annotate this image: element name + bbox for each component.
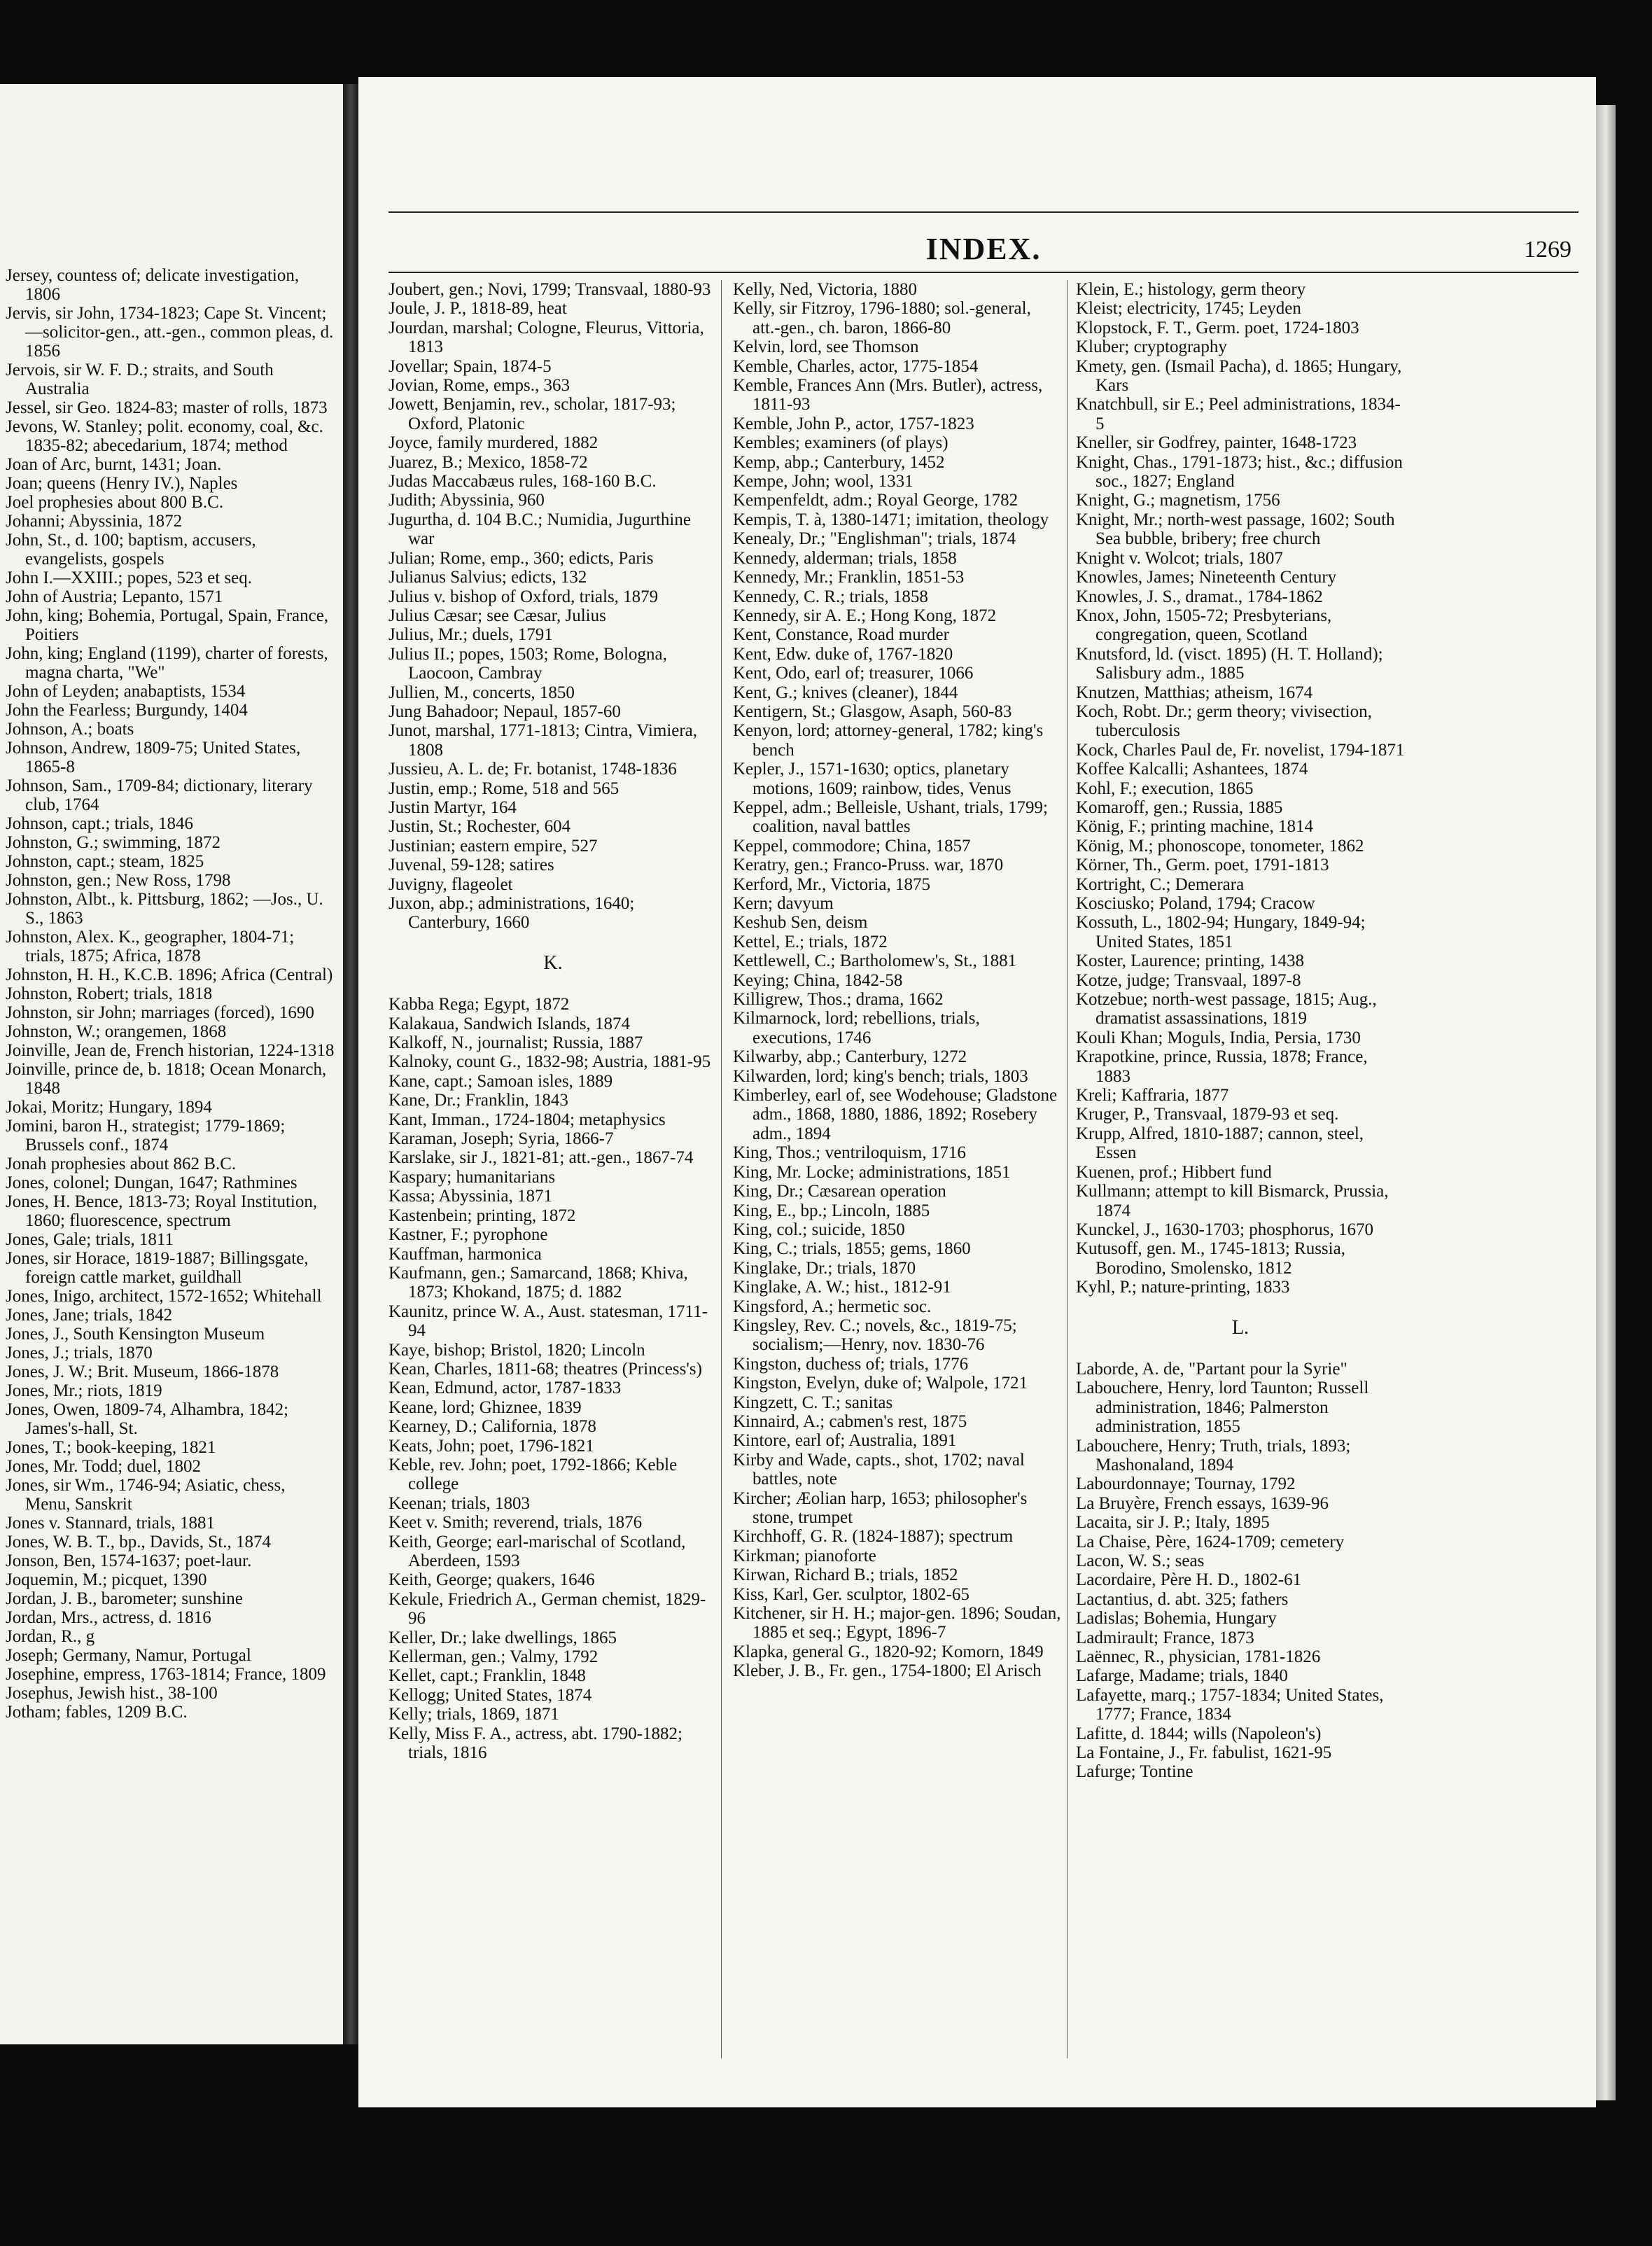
index-entry: Kaunitz, prince W. A., Aust. statesman, 1711-94	[388, 1302, 708, 1341]
index-column-2	[733, 280, 1062, 1681]
facing-index-entry: Joquemin, M.; picquet, 1390	[6, 1570, 207, 1589]
column-divider	[721, 280, 722, 2058]
index-entry: Joubert, gen.; Novi, 1799; Transvaal, 1880-93	[388, 280, 711, 299]
facing-index-entry: Joseph; Germany, Namur, Portugal	[6, 1646, 251, 1665]
index-entry: Knutzen, Matthias; atheism, 1674	[1076, 683, 1313, 702]
index-entry: Koffee Kalcalli; Ashantees, 1874	[1076, 760, 1308, 779]
index-entry: König, M.; phonoscope, tonometer, 1862	[1076, 836, 1364, 856]
facing-index-entry: Johnson, capt.; trials, 1846	[6, 814, 194, 833]
index-entry: Kiss, Karl, Ger. sculptor, 1802-65	[733, 1584, 969, 1604]
index-entry: Koch, Robt. Dr.; germ theory; vivisection, tuberculosis	[1076, 702, 1372, 741]
index-entry: Kelly; trials, 1869, 1871	[388, 1705, 559, 1724]
facing-index-entry: Jones, Mr. Todd; duel, 1802	[6, 1457, 202, 1476]
index-entry: Kirkman; pianoforte	[733, 1546, 876, 1565]
index-entry: Juarez, B.; Mexico, 1858-72	[388, 452, 588, 472]
index-entry: Laënnec, R., physician, 1781-1826	[1076, 1647, 1321, 1667]
index-entry: Kembles; examiners (of plays)	[733, 433, 948, 453]
index-entry: Kane, capt.; Samoan isles, 1889	[388, 1071, 613, 1091]
facing-index-entry: Johnston, Alex. K., geographer, 1804-71; trials, 1875; Africa, 1878	[6, 928, 295, 965]
index-entry: Keet v. Smith; reverend, trials, 1876	[388, 1513, 643, 1533]
index-entry: Krapotkine, prince, Russia, 1878; France, 1883	[1076, 1047, 1368, 1086]
facing-index-entry: Joinville, prince de, b. 1818; Ocean Monarch, 1848	[6, 1060, 327, 1098]
index-entry: Julius II.; popes, 1503; Rome, Bologna, Laocoon, Cambray	[388, 644, 667, 683]
index-entry: Kern; davyum	[733, 894, 834, 913]
facing-index-entry: Jonson, Ben, 1574-1637; poet-laur.	[6, 1551, 252, 1570]
facing-index-entry: Josephus, Jewish hist., 38-100	[6, 1684, 218, 1703]
index-entry: La Fontaine, J., Fr. fabulist, 1621-95	[1076, 1743, 1332, 1763]
index-entry: Kircher; Æolian harp, 1653; philosopher's stone, trumpet	[733, 1488, 1028, 1527]
index-entry: Lafitte, d. 1844; wills (Napoleon's)	[1076, 1724, 1322, 1743]
index-entry: Kepler, J., 1571-1630; optics, planetary motions, 1609; rainbow, tides, Venus	[733, 760, 1011, 798]
index-entry: Koster, Laurence; printing, 1438	[1076, 951, 1304, 971]
index-entry: Juvigny, flageolet	[388, 874, 513, 894]
facing-index-entry: Jones, H. Bence, 1813-73; Royal Institution, 1860; fluorescence, spectrum	[6, 1192, 318, 1230]
facing-index-entry: Jones, sir Wm., 1746-94; Asiatic, chess, Menu, Sanskrit	[6, 1476, 286, 1514]
facing-index-entry: Jessel, sir Geo. 1824-83; master of rolls, 1873	[6, 398, 328, 417]
index-entry: Kean, Edmund, actor, 1787-1833	[388, 1379, 622, 1398]
index-entry: Kilwarden, lord; king's bench; trials, 1803	[733, 1066, 1028, 1086]
index-entry: Kean, Charles, 1811-68; theatres (Princess's)	[388, 1359, 702, 1379]
index-entry: Kirwan, Richard B.; trials, 1852	[733, 1565, 958, 1585]
index-entry: Kotze, judge; Transvaal, 1897-8	[1076, 970, 1301, 990]
facing-index-entry: John, St., d. 100; baptism, accusers, evangelists, gospels	[6, 531, 256, 569]
facing-index-entry: Jones, T.; book-keeping, 1821	[6, 1438, 216, 1457]
facing-index-entry: Jones v. Stannard, trials, 1881	[6, 1514, 216, 1533]
index-entry: Kunckel, J., 1630-1703; phosphorus, 1670	[1076, 1220, 1373, 1239]
top-rule	[388, 211, 1578, 213]
index-entry: Krupp, Alfred, 1810-1887; cannon, steel, Essen	[1076, 1124, 1364, 1163]
index-entry: Lacaita, sir J. P.; Italy, 1895	[1076, 1513, 1270, 1533]
index-entry: Lacordaire, Père H. D., 1802-61	[1076, 1570, 1302, 1590]
index-entry: King, Thos.; ventriloquism, 1716	[733, 1143, 966, 1163]
column-divider	[1067, 280, 1068, 2058]
index-entry: Kennedy, Mr.; Franklin, 1851-53	[733, 568, 965, 587]
facing-index-entry: Jones, Gale; trials, 1811	[6, 1230, 174, 1249]
facing-index-entry: Jones, Jane; trials, 1842	[6, 1306, 173, 1325]
facing-index-entry: Jones, W. B. T., bp., Davids, St., 1874	[6, 1533, 271, 1551]
facing-index-entry: Jersey, countess of; delicate investigation, 1806	[6, 266, 300, 304]
page-title: INDEX.	[925, 232, 1042, 266]
index-entry: Knutsford, ld. (visct. 1895) (H. T. Holland); Salisbury adm., 1885	[1076, 644, 1383, 683]
index-entry: Kyhl, P.; nature-printing, 1833	[1076, 1278, 1290, 1297]
index-entry: Kelly, Ned, Victoria, 1880	[733, 280, 918, 299]
index-entry: Kennedy, alderman; trials, 1858	[733, 548, 957, 568]
index-entry: Lafarge, Madame; trials, 1840	[1076, 1666, 1288, 1686]
index-entry: Kmety, gen. (Ismail Pacha), d. 1865; Hungary, Kars	[1076, 356, 1402, 396]
index-entry: King, E., bp.; Lincoln, 1885	[733, 1201, 930, 1220]
index-entry: Kingston, Evelyn, duke of; Walpole, 1721	[733, 1374, 1028, 1393]
facing-index-entry: Jones, J., South Kensington Museum	[6, 1325, 265, 1344]
index-entry: Keith, George; earl-marischal of Scotland, Aberdeen, 1593	[388, 1532, 686, 1570]
index-entry: Kaspary; humanitarians	[388, 1167, 556, 1187]
index-entry: Kohl, F.; execution, 1865	[1076, 779, 1254, 798]
index-entry: Lafayette, marq.; 1757-1834; United States, 1777; France, 1834	[1076, 1685, 1384, 1724]
index-entry: Kruger, P., Transvaal, 1879-93 et seq.	[1076, 1105, 1339, 1124]
index-entry: Kassa; Abyssinia, 1871	[388, 1187, 553, 1206]
index-entry: Jugurtha, d. 104 B.C.; Numidia, Jugurthine war	[388, 510, 691, 549]
facing-index-entry: Jones, J. W.; Brit. Museum, 1866-1878	[6, 1362, 279, 1381]
index-entry: Julius Cæsar; see Cæsar, Julius	[388, 606, 606, 625]
index-entry: Kleist; electricity, 1745; Leyden	[1076, 299, 1301, 319]
index-entry: Kellogg; United States, 1874	[388, 1685, 592, 1705]
facing-index-entry: John, king; England (1199), charter of forests, magna charta, "We"	[6, 644, 328, 682]
index-entry: Kingsford, A.; hermetic soc.	[733, 1297, 932, 1316]
index-entry: Labouchere, Henry, lord Taunton; Russell administration, 1846; Palmerston administration, 1855	[1076, 1379, 1369, 1437]
index-entry: Labouchere, Henry; Truth, trials, 1893; Mashonaland, 1894	[1076, 1436, 1351, 1474]
index-entry: Jovellar; Spain, 1874-5	[388, 356, 552, 376]
index-entry: Kauffman, harmonica	[388, 1244, 542, 1264]
index-entry: Kant, Imman., 1724-1804; metaphysics	[388, 1110, 666, 1129]
facing-index-entry: John of Austria; Lepanto, 1571	[6, 587, 223, 606]
index-column-1	[388, 280, 718, 1762]
index-entry: Kemble, Frances Ann (Mrs. Butler), actress, 1811-93	[733, 376, 1043, 414]
index-entry: Lafurge; Tontine	[1076, 1762, 1194, 1782]
index-entry: Kabba Rega; Egypt, 1872	[388, 995, 570, 1014]
running-head	[388, 231, 1578, 266]
index-entry: Knowles, J. S., dramat., 1784-1862	[1076, 587, 1323, 606]
index-entry: Kingsley, Rev. C.; novels, &c., 1819-75; socialism;—Henry, nov. 1830-76	[733, 1316, 1017, 1355]
index-entry: Kinglake, A. W.; hist., 1812-91	[733, 1278, 951, 1297]
index-entry: Keenan; trials, 1803	[388, 1493, 531, 1513]
index-entry: Jowett, Benjamin, rev., scholar, 1817-93; Oxford, Platonic	[388, 395, 676, 433]
facing-page	[0, 84, 343, 2044]
index-entry: Kempenfeldt, adm.; Royal George, 1782	[733, 491, 1018, 510]
index-entry: Joyce, family murdered, 1882	[388, 433, 598, 453]
index-entry: Ladislas; Bohemia, Hungary	[1076, 1609, 1277, 1628]
index-entry: Kitchener, sir H. H.; major-gen. 1896; Soudan, 1885 et seq.; Egypt, 1896-7	[733, 1604, 1061, 1642]
index-entry: Kenyon, lord; attorney-general, 1782; king's bench	[733, 721, 1044, 760]
facing-index-entry: Joel prophesies about 800 B.C.	[6, 493, 224, 512]
header-rule	[388, 272, 1578, 273]
index-entry: Ladmirault; France, 1873	[1076, 1628, 1254, 1647]
index-entry: Kintore, earl of; Australia, 1891	[733, 1431, 957, 1451]
index-entry: Keane, lord; Ghiznee, 1839	[388, 1397, 582, 1417]
index-entry: Justin, St.; Rochester, 604	[388, 817, 571, 837]
index-entry: Justinian; eastern empire, 527	[388, 836, 598, 856]
facing-index-entry: Jordan, Mrs., actress, d. 1816	[6, 1608, 211, 1627]
facing-index-entry: Jones, sir Horace, 1819-1887; Billingsgate, foreign cattle market, guildhall	[6, 1249, 309, 1287]
index-entry: Kellerman, gen.; Valmy, 1792	[388, 1647, 598, 1667]
facing-index-entry: John of Leyden; anabaptists, 1534	[6, 682, 246, 701]
facing-index-entry: Jordan, R., g	[6, 1627, 95, 1646]
facing-index-entry: Jones, colonel; Dungan, 1647; Rathmines	[6, 1173, 298, 1192]
index-entry: Knight v. Wolcot; trials, 1807	[1076, 548, 1283, 568]
facing-index-entry: Johnson, Sam., 1709-84; dictionary, literary club, 1764	[6, 776, 313, 814]
index-entry: Kluber; cryptography	[1076, 337, 1227, 357]
index-entry: Kirby and Wade, capts., shot, 1702; naval battles, note	[733, 1450, 1025, 1489]
index-entry: Kalkoff, N., journalist; Russia, 1887	[388, 1033, 643, 1053]
facing-index-entry: Jervis, sir John, 1734-1823; Cape St. Vincent;—solicitor-gen., att.-gen., common pleas, d. 1856	[6, 304, 334, 361]
facing-index-entry: Jones, Owen, 1809-74, Alhambra, 1842; James's-hall, St.	[6, 1400, 289, 1438]
index-entry: Kilmarnock, lord; rebellions, trials, executions, 1746	[733, 1009, 980, 1047]
facing-index-entry: Jervois, sir W. F. D.; straits, and South Australia	[6, 361, 274, 398]
facing-index-entry: Jones, Mr.; riots, 1819	[6, 1381, 162, 1400]
facing-index-entry: Johnston, H. H., K.C.B. 1896; Africa (Central)	[6, 965, 333, 984]
page-edges	[1596, 105, 1616, 2100]
index-entry: King, col.; suicide, 1850	[733, 1220, 905, 1239]
facing-index-entry: Johnston, W.; orangemen, 1868	[6, 1022, 227, 1041]
index-entry: Kaufmann, gen.; Samarcand, 1868; Khiva, 1873; Khokand, 1875; d. 1882	[388, 1263, 688, 1302]
index-entry: Kouli Khan; Moguls, India, Persia, 1730	[1076, 1028, 1361, 1047]
index-entry: Knatchbull, sir E.; Peel administrations, 1834-5	[1076, 395, 1401, 433]
index-entry: Kennedy, sir A. E.; Hong Kong, 1872	[733, 606, 997, 625]
book-gutter	[343, 84, 358, 2044]
index-entry: Jussieu, A. L. de; Fr. botanist, 1748-1836	[388, 760, 677, 779]
index-entry: Kleber, J. B., Fr. gen., 1754-1800; El Arisch	[733, 1661, 1042, 1681]
facing-index-entry: Johnston, sir John; marriages (forced), 1690	[6, 1003, 314, 1022]
index-entry: Kirchhoff, G. R. (1824-1887); spectrum	[733, 1527, 1014, 1547]
facing-index-entry: John the Fearless; Burgundy, 1404	[6, 701, 248, 720]
index-entry: Kemp, abp.; Canterbury, 1452	[733, 452, 945, 472]
index-entry: Kerford, Mr., Victoria, 1875	[733, 874, 931, 894]
index-entry: Jovian, Rome, emps., 363	[388, 376, 570, 396]
index-entry: König, F.; printing machine, 1814	[1076, 817, 1313, 837]
index-entry: Kastenbein; printing, 1872	[388, 1206, 576, 1225]
index-entry: Knight, Mr.; north-west passage, 1602; South Sea bubble, bribery; free church	[1076, 510, 1395, 549]
index-entry: King, Dr.; Cæsarean operation	[733, 1182, 946, 1201]
index-entry: Komaroff, gen.; Russia, 1885	[1076, 797, 1283, 817]
index-entry: Kent, Edw. duke of, 1767-1820	[733, 644, 953, 664]
index-entry: Kock, Charles Paul de, Fr. novelist, 1794-1871	[1076, 740, 1405, 760]
facing-index-entry: Johnson, A.; boats	[6, 720, 134, 739]
facing-index-entry: Jones, Inigo, architect, 1572-1652; Whitehall	[6, 1287, 322, 1306]
facing-index-entry: Johnston, Robert; trials, 1818	[6, 984, 213, 1003]
index-entry: Kortright, C.; Demerara	[1076, 874, 1245, 894]
index-entry: Kinnaird, A.; cabmen's rest, 1875	[733, 1411, 967, 1431]
index-entry: Knowles, James; Nineteenth Century	[1076, 568, 1337, 587]
facing-index-entry: Johnston, gen.; New Ross, 1798	[6, 871, 231, 890]
index-entry: Klapka, general G., 1820-92; Komorn, 1849	[733, 1642, 1044, 1661]
facing-index-entry: Jones, J.; trials, 1870	[6, 1344, 153, 1362]
index-entry: Keshub Sen, deism	[733, 913, 868, 933]
index-entry: King, C.; trials, 1855; gems, 1860	[733, 1239, 971, 1259]
index-entry: Killigrew, Thos.; drama, 1662	[733, 990, 944, 1010]
section-letter-heading: K.	[543, 951, 563, 974]
index-entry: Judas Maccabæus rules, 168-160 B.C.	[388, 472, 657, 491]
facing-page-column	[6, 266, 335, 1722]
index-entry: Juxon, abp.; administrations, 1640; Canterbury, 1660	[388, 894, 635, 933]
index-entry: Knight, G.; magnetism, 1756	[1076, 491, 1280, 510]
index-entry: Kemble, Charles, actor, 1775-1854	[733, 356, 979, 376]
index-entry: Keppel, adm.; Belleisle, Ushant, trials, 1799; coalition, naval battles	[733, 797, 1048, 837]
index-entry: Julianus Salvius; edicts, 132	[388, 568, 587, 587]
index-entry: Kossuth, L., 1802-94; Hungary, 1849-94; United States, 1851	[1076, 913, 1366, 951]
facing-index-entry: Josephine, empress, 1763-1814; France, 1809	[6, 1665, 326, 1684]
index-entry: Kempe, John; wool, 1331	[733, 472, 913, 491]
index-entry: La Chaise, Père, 1624-1709; cemetery	[1076, 1532, 1345, 1551]
index-entry: Kosciusko; Poland, 1794; Cracow	[1076, 894, 1315, 913]
facing-index-entry: Jordan, J. B., barometer; sunshine	[6, 1589, 243, 1608]
index-entry: Kentigern, St.; Glasgow, Asaph, 560-83	[733, 702, 1012, 721]
facing-index-entry: Joan of Arc, burnt, 1431; Joan.	[6, 455, 222, 474]
facing-index-entry: Johnston, G.; swimming, 1872	[6, 833, 220, 852]
index-entry: Kastner, F.; pyrophone	[388, 1225, 548, 1245]
index-entry: Kalakaua, Sandwich Islands, 1874	[388, 1014, 631, 1033]
index-entry: Keying; China, 1842-58	[733, 970, 903, 990]
index-entry: Jung Bahadoor; Nepaul, 1857-60	[388, 702, 621, 721]
index-entry: Junot, marshal, 1771-1813; Cintra, Vimiera, 1808	[388, 721, 698, 760]
facing-index-entry: Jotham; fables, 1209 B.C.	[6, 1703, 188, 1722]
index-entry: Kilwarby, abp.; Canterbury, 1272	[733, 1047, 967, 1067]
index-entry: Jourdan, marshal; Cologne, Fleurus, Vittoria, 1813	[388, 318, 704, 357]
index-entry: Labourdonnaye; Tournay, 1792	[1076, 1474, 1296, 1494]
index-entry: Knox, John, 1505-72; Presbyterians, congregation, queen, Scotland	[1076, 606, 1332, 645]
index-entry: Kempis, T. à, 1380-1471; imitation, theology	[733, 510, 1049, 529]
index-entry: Keble, rev. John; poet, 1792-1866; Keble college	[388, 1455, 678, 1494]
section-letter-heading: L.	[1231, 1316, 1250, 1339]
facing-index-entry: Joinville, Jean de, French historian, 1224-1318	[6, 1041, 335, 1060]
index-entry: Karslake, sir J., 1821-81; att.-gen., 1867-74	[388, 1148, 694, 1168]
index-entry: Julian; Rome, emp., 360; edicts, Paris	[388, 548, 654, 568]
index-entry: Körner, Th., Germ. poet, 1791-1813	[1076, 856, 1329, 875]
index-entry: Kellet, capt.; Franklin, 1848	[388, 1666, 586, 1686]
facing-index-entry: John, king; Bohemia, Portugal, Spain, France, Poitiers	[6, 606, 329, 644]
index-entry: Kingston, duchess of; trials, 1776	[733, 1354, 969, 1374]
facing-index-entry: Johanni; Abyssinia, 1872	[6, 512, 183, 531]
index-entry: Kemble, John P., actor, 1757-1823	[733, 414, 974, 433]
index-column-3	[1076, 280, 1405, 1782]
index-entry: Keith, George; quakers, 1646	[388, 1570, 595, 1590]
index-entry: Lactantius, d. abt. 325; fathers	[1076, 1589, 1289, 1609]
index-entry: Keppel, commodore; China, 1857	[733, 836, 971, 856]
index-entry: Juvenal, 59-128; satires	[388, 856, 554, 875]
facing-index-entry: Jonah prophesies about 862 B.C.	[6, 1155, 237, 1173]
index-entry: Kettlewell, C.; Bartholomew's, St., 1881	[733, 951, 1017, 971]
facing-index-entry: Jokai, Moritz; Hungary, 1894	[6, 1098, 212, 1117]
facing-index-entry: Johnston, Albt., k. Pittsburg, 1862; —Jos., U. S., 1863	[6, 890, 323, 928]
index-entry: Kutusoff, gen. M., 1745-1813; Russia, Borodino, Smolensko, 1812	[1076, 1239, 1345, 1278]
index-entry: Karaman, Joseph; Syria, 1866-7	[388, 1129, 614, 1149]
index-entry: Kinglake, Dr.; trials, 1870	[733, 1258, 916, 1278]
facing-index-entry: John I.—XXIII.; popes, 523 et seq.	[6, 569, 253, 587]
index-entry: Kuenen, prof.; Hibbert fund	[1076, 1162, 1272, 1182]
index-entry: Keller, Dr.; lake dwellings, 1865	[388, 1628, 617, 1647]
index-entry: Justin Martyr, 164	[388, 797, 517, 817]
index-entry: Klein, E.; histology, germ theory	[1076, 280, 1306, 299]
facing-index-entry: Jomini, baron H., strategist; 1779-1869; Brussels conf., 1874	[6, 1117, 286, 1155]
facing-index-entry: Johnston, capt.; steam, 1825	[6, 852, 204, 871]
index-entry: Kearney, D.; California, 1878	[388, 1417, 596, 1437]
index-entry: Kelly, sir Fitzroy, 1796-1880; sol.-general, att.-gen., ch. baron, 1866-80	[733, 299, 1031, 337]
index-entry: Kent, G.; knives (cleaner), 1844	[733, 683, 958, 702]
index-entry: Kneller, sir Godfrey, painter, 1648-1723	[1076, 433, 1357, 453]
index-entry: Klopstock, F. T., Germ. poet, 1724-1803	[1076, 318, 1359, 337]
facing-index-entry: Johnson, Andrew, 1809-75; United States, 1865-8	[6, 739, 301, 776]
index-entry: Jullien, M., concerts, 1850	[388, 683, 575, 702]
index-entry: Knight, Chas., 1791-1873; hist., &c.; diffusion soc., 1827; England	[1076, 452, 1403, 491]
index-entry: Kimberley, earl of, see Wodehouse; Gladstone adm., 1868, 1880, 1886, 1892; Rosebery adm., 1894	[733, 1086, 1058, 1143]
facing-index-entry: Joan; queens (Henry IV.), Naples	[6, 474, 238, 493]
index-page	[358, 77, 1596, 2107]
index-entry: La Bruyère, French essays, 1639-96	[1076, 1493, 1329, 1513]
index-entry: Kalnoky, count G., 1832-98; Austria, 1881-95	[388, 1052, 711, 1072]
index-entry: Joule, J. P., 1818-89, heat	[388, 299, 567, 319]
index-entry: Kullmann; attempt to kill Bismarck, Prussia, 1874	[1076, 1182, 1389, 1220]
index-entry: Kingzett, C. T.; sanitas	[733, 1393, 893, 1412]
index-entry: Julius v. bishop of Oxford, trials, 1879	[388, 587, 659, 606]
index-entry: Kotzebue; north-west passage, 1815; Aug., dramatist assassinations, 1819	[1076, 990, 1377, 1028]
index-entry: King, Mr. Locke; administrations, 1851	[733, 1162, 1011, 1182]
index-entry: Kekule, Friedrich A., German chemist, 1829-96	[388, 1589, 706, 1628]
index-entry: Kettel, E.; trials, 1872	[733, 932, 888, 951]
index-entry: Laborde, A. de, "Partant pour la Syrie"	[1076, 1359, 1348, 1379]
facing-index-entry: Jevons, W. Stanley; polit. economy, coal, &c. 1835-82; abecedarium, 1874; method	[6, 417, 323, 455]
index-entry: Kane, Dr.; Franklin, 1843	[388, 1091, 568, 1110]
index-entry: Julius, Mr.; duels, 1791	[388, 625, 553, 645]
index-entry: Kent, Constance, Road murder	[733, 625, 949, 645]
index-entry: Lacon, W. S.; seas	[1076, 1551, 1205, 1570]
index-entry: Kreli; Kaffraria, 1877	[1076, 1086, 1229, 1105]
index-entry: Keats, John; poet, 1796-1821	[388, 1436, 594, 1456]
index-entry: Kennedy, C. R.; trials, 1858	[733, 587, 928, 606]
index-entry: Kelvin, lord, see Thomson	[733, 337, 919, 357]
index-entry: Keratry, gen.; Franco-Pruss. war, 1870	[733, 856, 1004, 875]
index-entry: Kaye, bishop; Bristol, 1820; Lincoln	[388, 1340, 645, 1360]
index-entry: Justin, emp.; Rome, 518 and 565	[388, 779, 620, 798]
index-entry: Judith; Abyssinia, 960	[388, 491, 545, 510]
page-number: 1269	[1524, 237, 1572, 263]
index-entry: Kelly, Miss F. A., actress, abt. 1790-1882; trials, 1816	[388, 1724, 682, 1763]
index-entry: Kenealy, Dr.; "Englishman"; trials, 1874	[733, 529, 1016, 549]
index-entry: Kent, Odo, earl of; treasurer, 1066	[733, 664, 974, 683]
